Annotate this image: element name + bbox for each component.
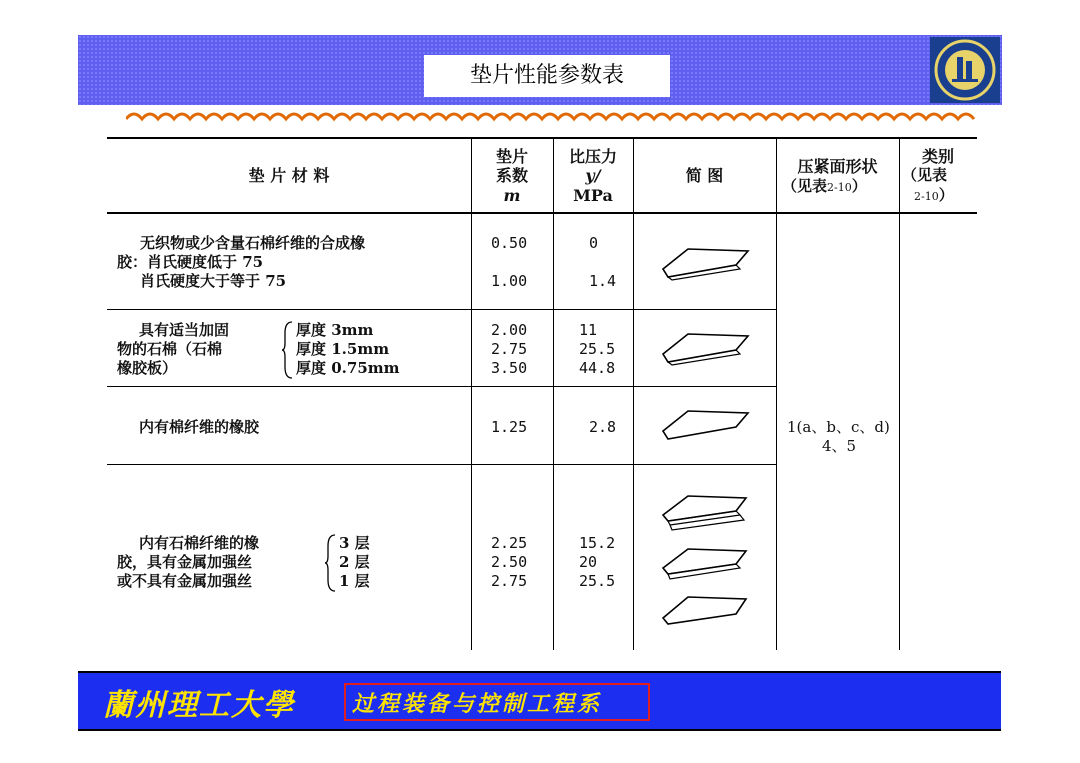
gasket-diagram-icon bbox=[660, 546, 752, 582]
header-material: 垫 片 材 料 bbox=[248, 166, 330, 185]
header-class-2: （见表 bbox=[902, 166, 948, 184]
header-class-3: 2-10） bbox=[914, 186, 954, 204]
header-class-1: 类别 bbox=[921, 147, 954, 166]
gasket-diagram-icon bbox=[660, 330, 752, 366]
brace-icon bbox=[325, 534, 337, 592]
university-logo bbox=[930, 37, 1000, 103]
header-pressure-2: y/ bbox=[585, 166, 601, 185]
row4-m-2: 2.50 bbox=[491, 553, 528, 571]
row4-m-3: 2.75 bbox=[491, 572, 528, 590]
wavy-divider bbox=[126, 107, 978, 125]
row1-y-1: 0 bbox=[589, 234, 599, 252]
department-name: 过程装备与控制工程系 bbox=[352, 691, 603, 717]
header-coef-2: 系数 bbox=[495, 166, 528, 185]
row2-sub-1: 厚度 3mm bbox=[296, 321, 374, 339]
face-shape-2: 4、5 bbox=[822, 437, 857, 455]
row4-sub-1: 3 层 bbox=[339, 534, 370, 552]
row2-y-1: 11 bbox=[579, 321, 598, 339]
row4-y-3: 25.5 bbox=[579, 572, 616, 590]
row4-sub-3: 1 层 bbox=[339, 572, 370, 590]
row2-m-1: 2.00 bbox=[491, 321, 528, 339]
row2-material-3: 橡胶板） bbox=[117, 359, 178, 377]
gasket-diagram-icon bbox=[660, 493, 752, 535]
row4-material-2: 胶，具有金属加强丝 bbox=[117, 553, 253, 571]
row1-material-2: 胶：肖氏硬度低于 75 bbox=[117, 253, 264, 271]
row4-m-1: 2.25 bbox=[491, 534, 528, 552]
row4-y-2: 20 bbox=[579, 553, 598, 571]
face-shape-1: 1(a、b、c、d) bbox=[787, 418, 890, 436]
row4-sub-2: 2 层 bbox=[339, 553, 370, 571]
row2-y-3: 44.8 bbox=[579, 359, 616, 377]
row2-m-3: 3.50 bbox=[491, 359, 528, 377]
row3-y-1: 2.8 bbox=[589, 418, 617, 436]
row2-y-2: 25.5 bbox=[579, 340, 616, 358]
row1-m-1: 0.50 bbox=[491, 234, 528, 252]
row4-material-3: 或不具有金属加强丝 bbox=[117, 572, 253, 590]
row1-material-1: 无织物或少含量石棉纤维的合成橡 bbox=[140, 234, 366, 252]
row1-m-3: 1.00 bbox=[491, 272, 528, 290]
row1-y-3: 1.4 bbox=[589, 272, 617, 290]
header-pressure-1: 比压力 bbox=[568, 147, 617, 166]
row3-material-1: 内有棉纤维的橡胶 bbox=[139, 418, 260, 436]
row2-sub-3: 厚度 0.75mm bbox=[296, 359, 400, 377]
row2-m-2: 2.75 bbox=[491, 340, 528, 358]
gasket-diagram-icon bbox=[660, 592, 752, 628]
header-pressure-3: MPa bbox=[573, 186, 613, 205]
gasket-diagram-icon bbox=[660, 407, 752, 443]
header-coef-1: 垫片 bbox=[495, 147, 528, 166]
row2-material-2: 物的石棉（石棉 bbox=[117, 340, 223, 358]
row4-material-1: 内有石棉纤维的橡 bbox=[139, 534, 260, 552]
header-coef-3: m bbox=[503, 186, 521, 205]
row4-y-1: 15.2 bbox=[579, 534, 616, 552]
school-name: 蘭州理工大學 bbox=[103, 688, 295, 723]
header-face-1: 压紧面形状 bbox=[797, 157, 878, 176]
header-face-2: （见表2-10） bbox=[782, 177, 867, 195]
brace-icon bbox=[282, 321, 294, 379]
row3-m-1: 1.25 bbox=[491, 418, 528, 436]
header-diagram: 简 图 bbox=[685, 166, 724, 185]
gasket-diagram-icon bbox=[660, 245, 752, 281]
row2-sub-2: 厚度 1.5mm bbox=[296, 340, 390, 358]
page-title: 垫片性能参数表 bbox=[424, 55, 670, 97]
row1-material-3: 肖氏硬度大于等于 75 bbox=[140, 272, 287, 290]
row2-material-1: 具有适当加固 bbox=[139, 321, 230, 339]
